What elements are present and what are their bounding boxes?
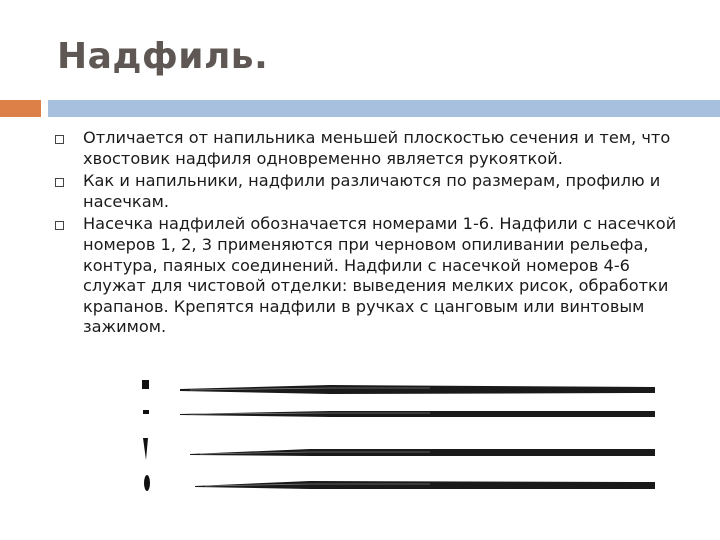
bullet-item (52, 128, 692, 169)
needle-file-round-icon (144, 475, 655, 491)
checkbox-bullet-icon (55, 221, 64, 230)
bullet-item (52, 171, 692, 212)
slide-title: Надфиль. (57, 36, 269, 77)
accent-bar-blue (48, 100, 720, 117)
checkbox-bullet-icon (55, 178, 64, 187)
needle-file-square-icon (142, 380, 655, 394)
checkbox-bullet-icon (55, 135, 64, 144)
needle-file-triangular-icon (143, 438, 655, 460)
bullet-text: Отличается от напильника меньшей плоскостью сечения и тем, что хвостовик надфиля одновременно является рукояткой. (83, 128, 671, 168)
needle-file-flat-icon (143, 410, 655, 417)
needle-files-illustration (130, 370, 670, 505)
accent-bar-orange (0, 100, 41, 117)
bullet-item (52, 214, 692, 338)
bullet-text: Как и напильники, надфили различаются по размерам, профилю и насечкам. (83, 171, 661, 211)
bullet-list (52, 128, 692, 340)
bullet-text: Насечка надфилей обозначается номерами 1-6. Надфили с насечкой номеров 1, 2, 3 применяются при черновом опиливании рельефа, контура, паяных соединений. Надфили с насечкой номеров 4-6 служат для чистовой отделки: выведения мелких рисок, обработки крапанов. Крепятся надфили в ручках с цанговым или винтовым зажимом. (83, 214, 677, 337)
